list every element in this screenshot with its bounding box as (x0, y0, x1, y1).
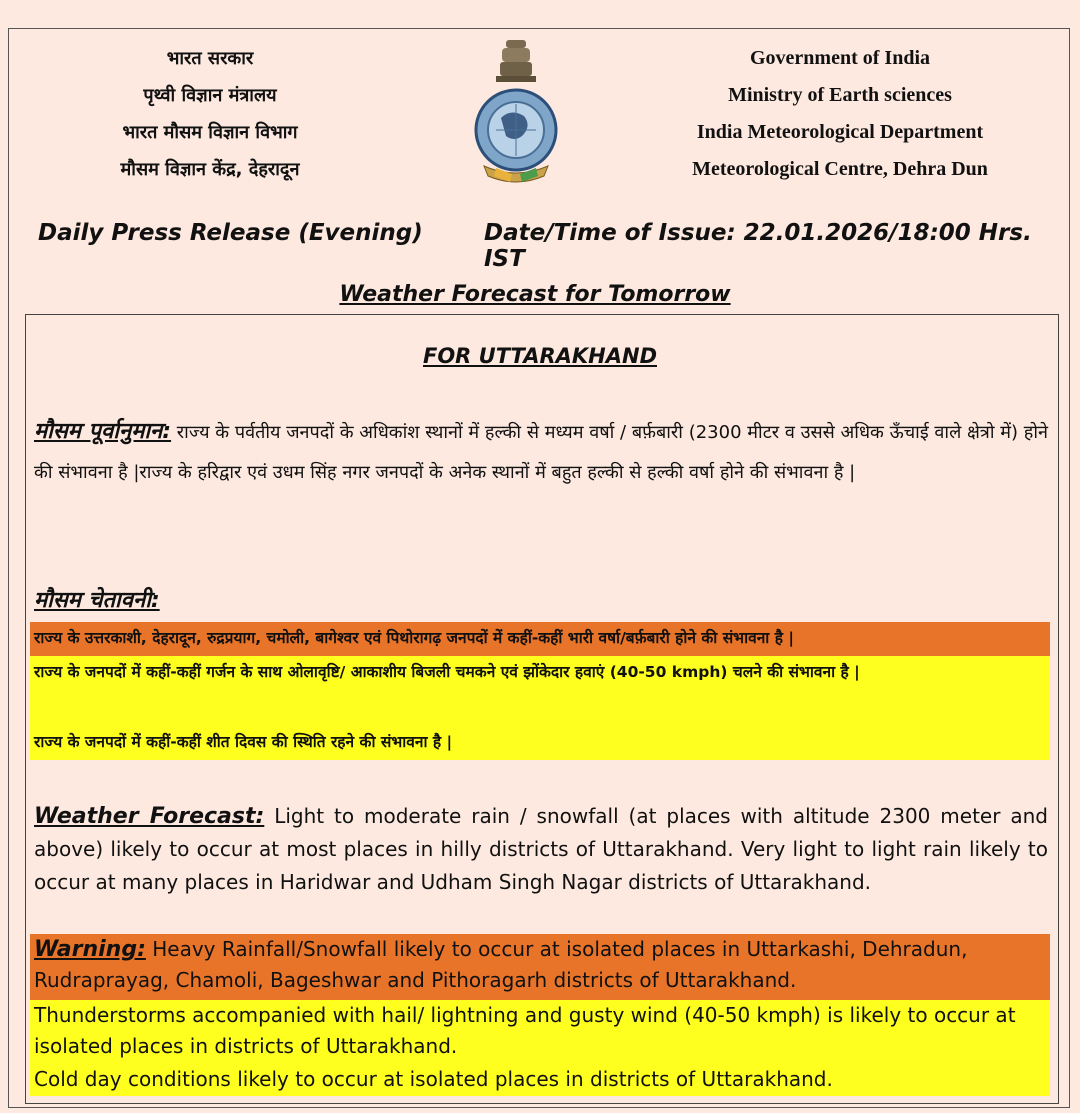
hindi-header-line: मौसम विज्ञान केंद्र, देहरादून (120, 159, 300, 180)
hindi-header-line: भारत सरकार (166, 48, 254, 69)
forecast-heading: Weather Forecast for Tomorrow (339, 282, 731, 307)
imd-emblem-icon (466, 38, 566, 188)
english-header (660, 40, 1020, 188)
hindi-warning-label: मौसम चेतावनी: (34, 588, 160, 613)
english-forecast-text: Light to moderate rain / snowfall (at places with altitude 2300 meter and above) likely to occur at most places in hilly districts of Uttarakhand. Very light to light rain likely to occur at many places in Haridwar and Udham Singh Nagar districts of Uttarakhand. (34, 804, 1048, 894)
english-header-line: Ministry of Earth sciences (728, 84, 952, 106)
hindi-warning-yellow-1: राज्य के जनपदों में कहीं-कहीं गर्जन के साथ ओलावृष्टि/ आकाशीय बिजली चमकने एवं झोंकेदार हवाएं (40-50 kmph) चलने की संभावना है | (30, 656, 1050, 726)
hindi-header-line: पृथ्वी विज्ञान मंत्रालय (143, 85, 277, 106)
press-release-row (38, 220, 1048, 272)
english-header-line: Government of India (750, 47, 930, 69)
english-header-line: Meteorological Centre, Dehra Dun (692, 158, 988, 180)
english-warning-orange (30, 934, 1050, 1000)
press-release-title: Daily Press Release (Evening) (38, 220, 423, 246)
issue-datetime: Date/Time of Issue: 22.01.2026/18:00 Hrs. IST (484, 220, 1032, 272)
english-warning-orange-text: Heavy Rainfall/Snowfall likely to occur at isolated places in Uttarkashi, Dehradun, Rudraprayag, Chamoli, Bageshwar and Pithoragarh districts of Uttarakhand. (34, 937, 968, 992)
english-warning-yellow-2: Cold day conditions likely to occur at isolated places in districts of Uttarakhand. (30, 1064, 1050, 1096)
english-warning-label: Warning: (34, 937, 146, 962)
hindi-warning-yellow-2: राज्य के जनपदों में कहीं-कहीं शीत दिवस की स्थिति रहने की संभावना है | (30, 726, 1050, 760)
hindi-forecast-label: मौसम पूर्वानुमान: (34, 419, 172, 444)
hindi-header (60, 40, 360, 188)
hindi-forecast (34, 412, 1048, 493)
hindi-header-line: भारत मौसम विज्ञान विभाग (122, 122, 298, 143)
english-header-line: India Meteorological Department (696, 121, 984, 143)
state-heading: FOR UTTARAKHAND (422, 344, 657, 368)
hindi-forecast-text: राज्य के पर्वतीय जनपदों के अधिकांश स्थानों में हल्की से मध्यम वर्षा / बर्फ़बारी (2300 मीटर व उससे अधिक ऊँचाई वाले क्षेत्रो में) होने की संभावना है |राज्य के हरिद्वार एवं उधम सिंह नगर जनपदों के अनेक स्थानों में बहुत हल्की से हल्की वर्षा होने की संभावना है | (34, 422, 1048, 483)
english-forecast-label: Weather Forecast: (34, 804, 265, 829)
english-forecast (34, 800, 1048, 899)
english-warning-yellow-1: Thunderstorms accompanied with hail/ lightning and gusty wind (40-50 kmph) is likely to occur at isolated places in districts of Uttarakhand. (30, 1000, 1050, 1064)
hindi-warning-orange: राज्य के उत्तरकाशी, देहरादून, रुद्रप्रयाग, चमोली, बागेश्वर एवं पिथोरागढ़ जनपदों में कहीं-कहीं भारी वर्षा/बर्फ़बारी होने की संभावना है | (30, 622, 1050, 656)
